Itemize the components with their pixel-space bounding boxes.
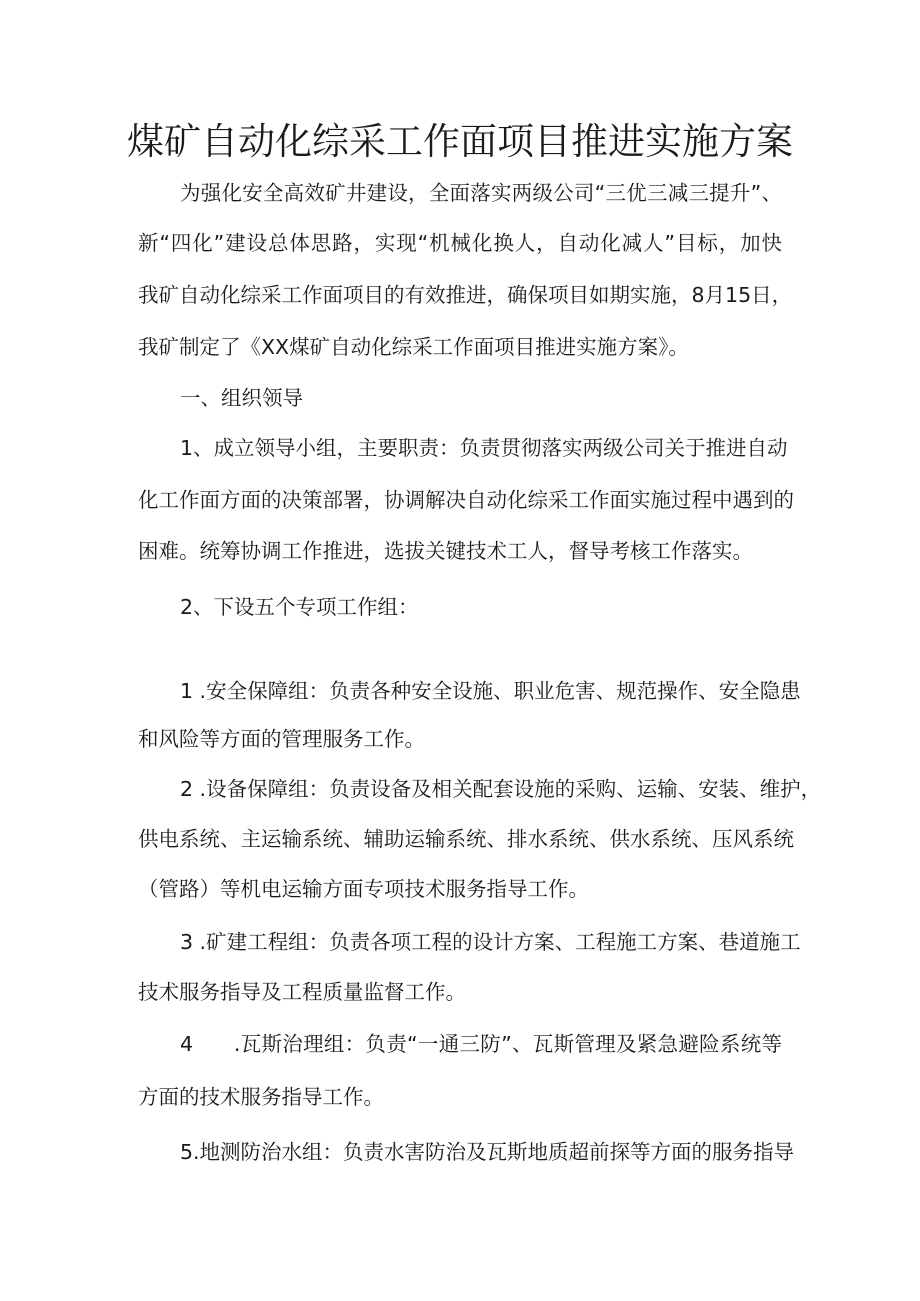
paragraph-intro-line-4: 我矿制定了《XX煤矿自动化综采工作面项目推进实施方案》。 [138, 335, 689, 359]
subitem-2-line-1: 2 .设备保障组：负责设备及相关配套设施的采购、运输、安装、维护， [180, 777, 822, 801]
subitem-4-line-2: 方面的技术服务指导工作。 [138, 1085, 384, 1109]
subitem-2-line-2: 供电系统、主运输系统、辅助运输系统、排水系统、供水系统、压风系统 [138, 827, 794, 851]
subitem-5-line-1: 5.地测防治水组：负责水害防治及瓦斯地质超前探等方面的服务指导 [180, 1140, 795, 1164]
subitem-3-line-1: 3 .矿建工程组：负责各项工程的设计方案、工程施工方案、巷道施工 [180, 930, 801, 954]
item-1-line-1: 1、成立领导小组，主要职责：负责贯彻落实两级公司关于推进自动 [180, 436, 788, 460]
item-1-line-3: 困难。统筹协调工作推进，选拔关键技术工人，督导考核工作落实。 [138, 539, 753, 563]
subitem-4-line-1: 4 .瓦斯治理组：负责“一通三防”、瓦斯管理及紧急避险系统等 [180, 1032, 782, 1056]
subitem-1-line-2: 和风险等方面的管理服务工作。 [138, 727, 425, 751]
paragraph-intro-line-2: 新“四化”建设总体思路，实现“机械化换人，自动化减人”目标，加快 [138, 231, 782, 255]
subitem-1-line-1: 1 .安全保障组：负责各种安全设施、职业危害、规范操作、安全隐患 [180, 679, 801, 703]
document-title: 煤矿自动化综采工作面项目推进实施方案 [127, 120, 793, 163]
subitem-3-line-2: 技术服务指导及工程质量监督工作。 [138, 980, 466, 1004]
subitem-2-line-3: （管路）等机电运输方面专项技术服务指导工作。 [138, 877, 589, 901]
paragraph-intro-line-3: 我矿自动化综采工作面项目的有效推进，确保项目如期实施，8月15日， [138, 283, 793, 307]
paragraph-intro-line-1: 为强化安全高效矿井建设，全面落实两级公司“三优三减三提升”、 [180, 181, 782, 205]
section-heading-organization: 一、组织领导 [180, 386, 303, 410]
item-2-heading: 2、下设五个专项工作组： [180, 595, 419, 619]
item-1-line-2: 化工作面方面的决策部署，协调解决自动化综采工作面实施过程中遇到的 [138, 488, 794, 512]
